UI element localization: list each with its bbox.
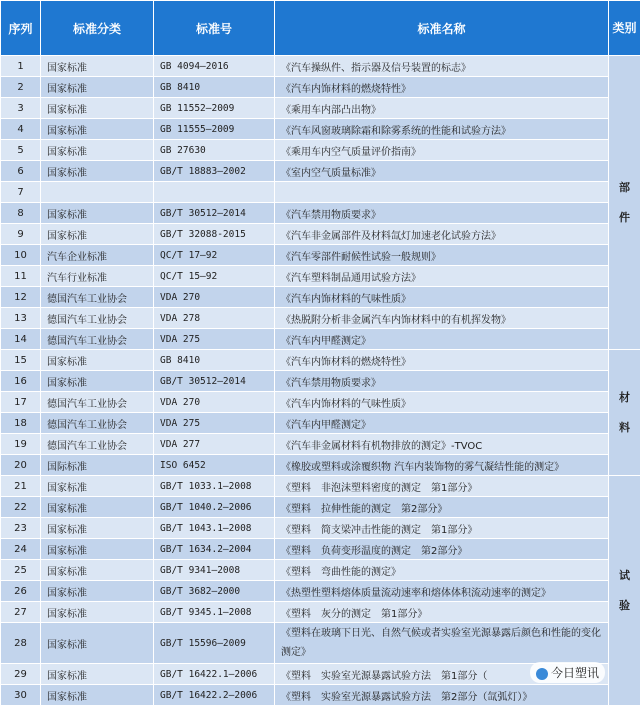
table-row xyxy=(1,329,640,350)
row-number: GB 8410 xyxy=(154,350,275,371)
group-tests: 试 验 xyxy=(609,476,640,706)
row-name: 《汽车非金属部件及材料氙灯加速老化试验方法》 xyxy=(275,224,609,245)
row-name: 《塑料 简支梁冲击性能的测定 第1部分》 xyxy=(275,518,609,539)
table-row xyxy=(1,455,640,476)
group-materials: 材 料 xyxy=(609,350,640,476)
row-category: 国家标准 xyxy=(41,56,154,77)
row-seq: 28 xyxy=(1,623,41,664)
row-seq: 16 xyxy=(1,371,41,392)
row-number: GB/T 32088-2015 xyxy=(154,224,275,245)
row-number: QC/T 17—92 xyxy=(154,245,275,266)
row-category: 国家标准 xyxy=(41,623,154,664)
row-seq: 12 xyxy=(1,287,41,308)
row-name: 《汽车内饰材料的气味性质》 xyxy=(275,392,609,413)
table-row xyxy=(1,685,640,706)
watermark-text: 今日塑讯 xyxy=(551,666,599,680)
watermark-badge xyxy=(530,662,605,683)
row-category: 汽车行业标准 xyxy=(41,266,154,287)
row-category: 国家标准 xyxy=(41,497,154,518)
table-row xyxy=(1,371,640,392)
row-number: VDA 270 xyxy=(154,392,275,413)
row-name xyxy=(275,182,609,203)
row-seq: 20 xyxy=(1,455,41,476)
row-name: 《乘用车内空气质量评价指南》 xyxy=(275,140,609,161)
header-name: 标准名称 xyxy=(275,1,609,56)
row-category: 国家标准 xyxy=(41,602,154,623)
row-category: 德国汽车工业协会 xyxy=(41,287,154,308)
row-seq: 13 xyxy=(1,308,41,329)
table-row xyxy=(1,560,640,581)
row-number: VDA 278 xyxy=(154,308,275,329)
row-seq: 11 xyxy=(1,266,41,287)
row-seq: 8 xyxy=(1,203,41,224)
row-number: GB/T 1634.2—2004 xyxy=(154,539,275,560)
table-row xyxy=(1,224,640,245)
row-seq: 24 xyxy=(1,539,41,560)
row-number: ISO 6452 xyxy=(154,455,275,476)
table-row xyxy=(1,413,640,434)
row-name: 《汽车操纵件、指示器及信号装置的标志》 xyxy=(275,56,609,77)
row-name: 《塑料 负荷变形温度的测定 第2部分》 xyxy=(275,539,609,560)
row-seq: 29 xyxy=(1,664,41,685)
table-row xyxy=(1,539,640,560)
row-name: 《汽车非金属材料有机物排放的测定》-TVOC xyxy=(275,434,609,455)
row-name: 《室内空气质量标准》 xyxy=(275,161,609,182)
row-seq: 22 xyxy=(1,497,41,518)
row-name: 《汽车风窗玻璃除霜和除雾系统的性能和试验方法》 xyxy=(275,119,609,140)
row-number: VDA 270 xyxy=(154,287,275,308)
row-number: GB/T 18883—2002 xyxy=(154,161,275,182)
table-row xyxy=(1,161,640,182)
row-number: GB/T 9341—2008 xyxy=(154,560,275,581)
row-name: 《汽车零部件耐候性试验一般规则》 xyxy=(275,245,609,266)
row-category: 国家标准 xyxy=(41,224,154,245)
table-row xyxy=(1,476,640,497)
table-row xyxy=(1,98,640,119)
row-seq: 3 xyxy=(1,98,41,119)
row-number xyxy=(154,182,275,203)
row-category: 国家标准 xyxy=(41,664,154,685)
row-category: 国家标准 xyxy=(41,203,154,224)
row-seq: 2 xyxy=(1,77,41,98)
row-name: 《热塑性塑料熔体质量流动速率和熔体体积流动速率的测定》 xyxy=(275,581,609,602)
row-name: 《汽车内饰材料的燃烧特性》 xyxy=(275,77,609,98)
row-number: GB/T 1033.1—2008 xyxy=(154,476,275,497)
table-row xyxy=(1,77,640,98)
row-category: 德国汽车工业协会 xyxy=(41,308,154,329)
table-row xyxy=(1,602,640,623)
row-name: 《汽车禁用物质要求》 xyxy=(275,371,609,392)
table-row xyxy=(1,119,640,140)
header-type: 类别 xyxy=(609,1,640,56)
row-seq: 21 xyxy=(1,476,41,497)
row-number: VDA 277 xyxy=(154,434,275,455)
row-number: GB/T 1040.2—2006 xyxy=(154,497,275,518)
row-name: 《汽车内甲醛测定》 xyxy=(275,413,609,434)
table-row xyxy=(1,266,640,287)
row-category: 国家标准 xyxy=(41,476,154,497)
row-category: 德国汽车工业协会 xyxy=(41,413,154,434)
row-number: GB 11555—2009 xyxy=(154,119,275,140)
wechat-logo-icon xyxy=(536,668,548,680)
row-seq: 15 xyxy=(1,350,41,371)
row-name: 《热脱附分析非金属汽车内饰材料中的有机挥发物》 xyxy=(275,308,609,329)
row-name: 《塑料 弯曲性能的测定》 xyxy=(275,560,609,581)
row-category: 国家标准 xyxy=(41,350,154,371)
table-row xyxy=(1,56,640,77)
row-seq: 14 xyxy=(1,329,41,350)
group-parts: 部 件 xyxy=(609,56,640,350)
row-number: QC/T 15—92 xyxy=(154,266,275,287)
row-seq: 25 xyxy=(1,560,41,581)
row-seq: 18 xyxy=(1,413,41,434)
row-seq: 17 xyxy=(1,392,41,413)
row-category: 国家标准 xyxy=(41,140,154,161)
table-row xyxy=(1,623,640,664)
row-seq: 26 xyxy=(1,581,41,602)
row-category: 国家标准 xyxy=(41,161,154,182)
row-number: GB/T 3682—2000 xyxy=(154,581,275,602)
row-name: 《塑料 实验室光源暴露试验方法 第1部分（ xyxy=(275,664,609,685)
row-category xyxy=(41,182,154,203)
row-number: GB/T 16422.2—2006 xyxy=(154,685,275,706)
table-row xyxy=(1,182,640,203)
row-seq: 4 xyxy=(1,119,41,140)
header-row xyxy=(1,1,640,56)
table-row xyxy=(1,434,640,455)
row-seq: 7 xyxy=(1,182,41,203)
row-number: GB/T 1043.1—2008 xyxy=(154,518,275,539)
row-number: GB 27630 xyxy=(154,140,275,161)
row-category: 国家标准 xyxy=(41,98,154,119)
row-number: VDA 275 xyxy=(154,329,275,350)
row-name: 《塑料 拉伸性能的测定 第2部分》 xyxy=(275,497,609,518)
row-category: 国家标准 xyxy=(41,560,154,581)
row-seq: 19 xyxy=(1,434,41,455)
row-name: 《汽车内饰材料的燃烧特性》 xyxy=(275,350,609,371)
table-row xyxy=(1,308,640,329)
row-seq: 23 xyxy=(1,518,41,539)
table-row xyxy=(1,497,640,518)
row-category: 德国汽车工业协会 xyxy=(41,392,154,413)
row-category: 德国汽车工业协会 xyxy=(41,329,154,350)
row-name: 《塑料 实验室光源暴露试验方法 第2部分（氙弧灯）》 xyxy=(275,685,609,706)
row-name: 《橡胶或塑料或涂覆织物 汽车内装饰物的雾气凝结性能的测定》 xyxy=(275,455,609,476)
row-number: VDA 275 xyxy=(154,413,275,434)
row-category: 国家标准 xyxy=(41,581,154,602)
header-number: 标准号 xyxy=(154,1,275,56)
row-category: 国际标准 xyxy=(41,455,154,476)
row-category: 国家标准 xyxy=(41,518,154,539)
row-name: 《汽车塑料制品通用试验方法》 xyxy=(275,266,609,287)
table-row xyxy=(1,140,640,161)
row-name: 《汽车内饰材料的气味性质》 xyxy=(275,287,609,308)
row-category: 国家标准 xyxy=(41,685,154,706)
row-name: 《汽车禁用物质要求》 xyxy=(275,203,609,224)
row-seq: 30 xyxy=(1,685,41,706)
row-number: GB/T 16422.1—2006 xyxy=(154,664,275,685)
row-category: 国家标准 xyxy=(41,77,154,98)
table-row xyxy=(1,581,640,602)
row-seq: 9 xyxy=(1,224,41,245)
row-name: 《乘用车内部凸出物》 xyxy=(275,98,609,119)
table-row xyxy=(1,245,640,266)
table-row xyxy=(1,350,640,371)
header-category: 标准分类 xyxy=(41,1,154,56)
row-number: GB/T 15596—2009 xyxy=(154,623,275,664)
header-seq: 序列 xyxy=(1,1,41,56)
row-number: GB/T 9345.1—2008 xyxy=(154,602,275,623)
row-number: GB 4094—2016 xyxy=(154,56,275,77)
row-name: 《塑料 灰分的测定 第1部分》 xyxy=(275,602,609,623)
row-number: GB/T 30512—2014 xyxy=(154,203,275,224)
row-seq: 27 xyxy=(1,602,41,623)
row-category: 国家标准 xyxy=(41,119,154,140)
row-name: 《塑料在玻璃下日光、自然气候或者实验室光源暴露后颜色和性能的变化测定》 xyxy=(275,623,609,664)
row-seq: 6 xyxy=(1,161,41,182)
row-category: 汽车企业标准 xyxy=(41,245,154,266)
row-seq: 1 xyxy=(1,56,41,77)
table-row xyxy=(1,287,640,308)
row-number: GB/T 30512—2014 xyxy=(154,371,275,392)
row-number: GB 11552—2009 xyxy=(154,98,275,119)
row-seq: 5 xyxy=(1,140,41,161)
row-name: 《塑料 非泡沫塑料密度的测定 第1部分》 xyxy=(275,476,609,497)
row-seq: 10 xyxy=(1,245,41,266)
row-name: 《汽车内甲醛测定》 xyxy=(275,329,609,350)
table-row xyxy=(1,392,640,413)
row-category: 德国汽车工业协会 xyxy=(41,434,154,455)
row-number: GB 8410 xyxy=(154,77,275,98)
table-row xyxy=(1,203,640,224)
row-category: 国家标准 xyxy=(41,371,154,392)
table-row xyxy=(1,518,640,539)
row-category: 国家标准 xyxy=(41,539,154,560)
